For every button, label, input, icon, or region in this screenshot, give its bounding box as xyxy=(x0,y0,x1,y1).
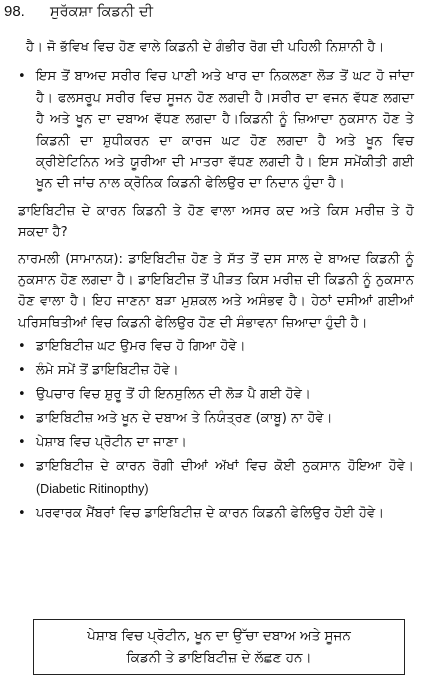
note-line-1: ਪੇਸ਼ਾਬ ਵਿਚ ਪ੍ਰੋਟੀਨ, ਖੂਨ ਦਾ ਉੱਚਾ ਦਬਾਅ ਅਤੇ ਸੂਜਨ xyxy=(87,628,351,644)
bullet-icon: • xyxy=(18,506,26,522)
list-item xyxy=(18,408,414,430)
list-item-text-punjabi: ਡਾਇਬਿਟੀਜ਼ ਦੇ ਕਾਰਨ ਰੋਗੀ ਦੀਆਂ ਅੱਖਾਂ ਵਿਚ ਕੋਈ ਨੁਕਸਾਨ ਹੋਇਆ ਹੋਵੇ। xyxy=(36,459,414,475)
list-item-text: ਪੇਸ਼ਾਬ ਵਿਚ ਪ੍ਰੋਟੀਨ ਦਾ ਜਾਣਾ। xyxy=(36,435,187,451)
bullet-icon: • xyxy=(18,363,26,379)
bullet-icon: • xyxy=(18,339,26,355)
list-item xyxy=(18,432,414,454)
bullet-icon: • xyxy=(18,435,26,451)
list-item-text: ਲੰਮੇ ਸਮੇਂ ਤੋਂ ਡਾਇਬਿਟੀਜ਼ ਹੋਵੇ। xyxy=(36,363,179,379)
bullet-icon: • xyxy=(18,69,26,85)
section-question: ਡਾਇਬਿਟੀਜ਼ ਦੇ ਕਾਰਨ ਕਿਡਨੀ ਤੇ ਹੋਣ ਵਾਲਾ ਅਸਰ ਕਦ ਅਤੇ ਕਿਸ ਮਰੀਜ਼ ਤੇ ਹੋ ਸਕਦਾ ਹੈ? xyxy=(18,203,414,241)
list-item xyxy=(18,456,414,501)
list-item-english-term: (Diabetic Ritinopthy) xyxy=(36,482,149,497)
intro-paragraph: ਹੈ। ਜੋ ਭੱਵਿਖ ਵਿਚ ਹੋਣ ਵਾਲੇ ਕਿਡਨੀ ਦੇ ਗੰਭੀਰ ਰੋਗ ਦੀ ਪਹਿਲੀ ਨਿਸ਼ਾਨੀ ਹੈ। xyxy=(26,40,385,55)
bullet-icon: • xyxy=(18,411,26,427)
bullet-paragraph-text: ਇਸ ਤੋਂ ਬਾਅਦ ਸਰੀਰ ਵਿਚ ਪਾਣੀ ਅਤੇ ਖਾਰ ਦਾ ਨਿਕਲਣਾ ਲੋੜ ਤੋਂ ਘਟ ਹੋ ਜਾਂਦਾ ਹੈ। ਫਲਸਰੂਪ ਸਰੀਰ ਵਿਚ ਸੂਜਨ ਹੋਣ ਲਗਦੀ ਹੈ।ਸਰੀਰ ਦਾ ਵਜਨ ਵੱਧਣ ਲਗਦਾ ਹੈ ਅਤੇ ਖੂਨ ਦਾ ਦਬਾਅ ਵੱਧਣ ਲਗਦਾ ਹੈ।ਕਿਡਨੀ ਨੂੰ ਜ਼ਿਆਦਾ ਨੁਕਸਾਨ ਹੋਣ ਤੇ ਕਿਡਨੀ ਦਾ ਸ਼ੁਧੀਕਰਨ ਦਾ ਕਾਰਜ ਘਟ ਹੋਣ ਲਗਦਾ ਹੈ ਅਤੇ ਖੂਨ ਵਿਚ ਕ੍ਰੀਏਟਿਨਿਨ ਅਤੇ ਯੂਰੀਆ ਦੀ ਮਾਤਰਾ ਵੱਧਣ ਲਗਦੀ ਹੈ। ਇਸ ਸਮੇਂਕੀਤੀ ਗਈ ਖੂਨ ਦੀ ਜਾਂਚ ਨਾਲ ਕ੍ਰੋਨਿਕ ਕਿਡਨੀ ਫੇਲਿਉਰ ਦਾ ਨਿਦਾਨ ਹੁੰਦਾ ਹੈ। xyxy=(36,69,414,192)
list-item xyxy=(18,503,414,525)
bullet-icon: • xyxy=(18,387,26,403)
running-title: ਸੁਰੱਕਸ਼ਾ ਕਿਡਨੀ ਦੀ xyxy=(50,4,153,20)
answer-paragraph: ਨਾਰਮਲੀ (ਸਾਮਾਨਯ): ਡਾਇਬਿਟੀਜ਼ ਹੋਣ ਤੇ ਸੱਤ ਤੋਂ ਦਸ ਸਾਲ ਦੇ ਬਾਅਦ ਕਿਡਨੀ ਨੂੰ ਨੁਕਸਾਨ ਹੋਣ ਲਗਦਾ ਹੈ। ਡਾਇਬਿਟੀਜ਼ ਤੋਂ ਪੀੜਤ ਕਿਸ ਮਰੀਜ਼ ਦੀ ਕਿਡਨੀ ਨੂੰ ਨੁਕਸਾਨ ਹੋਣ ਵਾਲਾ ਹੈ। ਇਹ ਜਾਣਨਾ ਬੜਾ ਮੁਸ਼ਕਲ ਅਤੇ ਅਸੰਭਵ ਹੈ। ਹੇਠਾਂ ਦਸੀਆਂ ਗਈਆਂ ਪਰਿਸਥਿਤੀਆਂ ਵਿਚ ਕਿਡਨੀ ਫੇਲਿਉਰ ਹੋਣ ਦੀ ਸੰਭਾਵਨਾ ਜ਼ਿਆਦਾ ਹੁੰਦੀ ਹੈ। xyxy=(18,251,414,331)
summary-note-box xyxy=(33,619,405,675)
list-item xyxy=(18,336,414,358)
list-item-text: ਡਾਇਬਿਟੀਜ਼ ਅਤੇ ਖੂਨ ਦੇ ਦਬਾਅ ਤੇ ਨਿਯੰਤ੍ਰਣ (ਕਾਬੂ) ਨਾ ਹੋਵੇ। xyxy=(36,411,333,427)
page-number: 98. xyxy=(4,3,25,20)
bullet-icon: • xyxy=(18,459,26,475)
list-item xyxy=(18,360,414,382)
list-item xyxy=(18,384,414,406)
risk-factor-list xyxy=(18,336,414,525)
list-item-text xyxy=(36,456,414,501)
list-item-text: ਉਪਚਾਰ ਵਿਚ ਸ਼ੁਰੂ ਤੋਂ ਹੀ ਇਨਸੁਲਿਨ ਦੀ ਲੋੜ ਪੈ ਗਈ ਹੋਵੇ। xyxy=(36,387,311,403)
bullet-paragraph xyxy=(18,66,414,194)
page-header xyxy=(4,3,414,27)
list-item-text: ਪਰਵਾਰਕ ਮੈਂਬਰਾਂ ਵਿਚ ਡਾਇਬਿਟੀਜ਼ ਦੇ ਕਾਰਨ ਕਿਡਨੀ ਫੇਲਿਉਰ ਹੋਈ ਹੋਵੇ। xyxy=(36,506,385,522)
note-line-2: ਕਿਡਨੀ ਤੇ ਡਾਇਬਿਟੀਜ਼ ਦੇ ਲੱਛਣ ਹਨ। xyxy=(126,650,312,666)
list-item-text: ਡਾਇਬਿਟੀਜ਼ ਘਟ ਉਮਰ ਵਿਚ ਹੋ ਗਿਆ ਹੋਵੇ। xyxy=(36,339,246,355)
